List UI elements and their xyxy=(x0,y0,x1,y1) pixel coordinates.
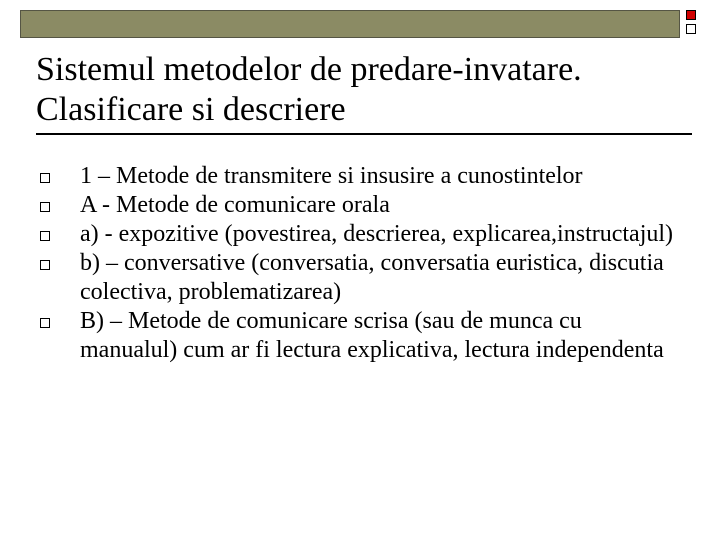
list-item xyxy=(40,307,700,365)
hollow-square-bullet-icon xyxy=(40,318,50,328)
bullet-text: 1 – Metode de transmitere si insusire a cunostintelor xyxy=(80,163,583,189)
title-underline xyxy=(36,133,692,135)
list-item xyxy=(40,191,700,220)
title-line-1: Sistemul metodelor de predare-invatare. xyxy=(36,51,582,88)
title-line-2: Clasificare si descriere xyxy=(36,91,346,128)
hollow-square-bullet-icon xyxy=(40,231,50,241)
hollow-square-bullet-icon xyxy=(40,173,50,183)
red-square-icon xyxy=(686,10,696,20)
bullet-text: B) – Metode de comunicare scrisa (sau de munca cu manualul) cum ar fi lectura explicativa, lectura independenta xyxy=(80,308,664,363)
bullet-text: a) - expozitive (povestirea, descrierea, explicarea,instructajul) xyxy=(80,221,674,247)
corner-markers xyxy=(686,10,702,38)
bullet-text: b) – conversative (conversatia, conversatia euristica, discutia colectiva, problematizarea) xyxy=(80,250,664,305)
list-item xyxy=(40,220,700,249)
white-square-icon xyxy=(686,24,696,34)
top-decorative-bar xyxy=(20,10,680,38)
hollow-square-bullet-icon xyxy=(40,202,50,212)
bullet-list xyxy=(40,162,700,365)
bullet-text: A - Metode de comunicare orala xyxy=(80,192,390,218)
slide-title xyxy=(36,50,696,130)
hollow-square-bullet-icon xyxy=(40,260,50,270)
list-item xyxy=(40,249,700,307)
list-item xyxy=(40,162,700,191)
